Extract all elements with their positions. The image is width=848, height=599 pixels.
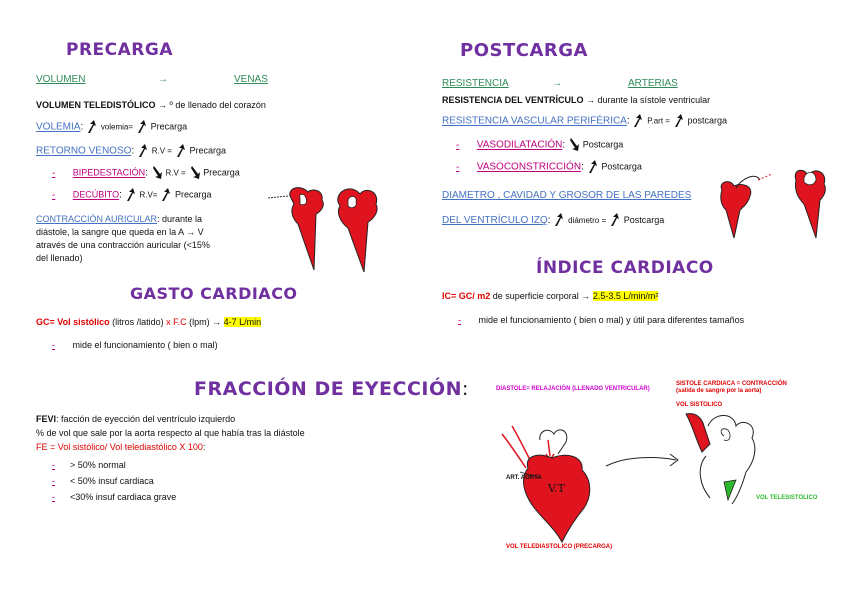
up-arrow-icon xyxy=(632,114,644,128)
diam-mid: diámetro = xyxy=(568,216,607,225)
list-bullet: - xyxy=(52,492,55,502)
ic-note: mide el funcionamiento ( bien o mal) y útil para diferentes tamaños xyxy=(478,315,745,325)
gc-red: GC= Vol sistólico xyxy=(36,317,110,327)
volemia-end: Precarga xyxy=(150,121,188,132)
contr-line1: : durante la xyxy=(157,214,203,224)
rvp-mid: P.art = xyxy=(647,116,670,126)
contraccion-block xyxy=(36,213,210,265)
sistole-label-2: (salida de sangre por la aorta) xyxy=(676,388,762,394)
dec-end: Precarga xyxy=(175,189,212,200)
vtd-rest: → º de llenado del corazón xyxy=(158,100,266,110)
vol-telesistolico-label: VOL TELESISTOLICO xyxy=(756,495,818,501)
fe-formula: FE = Vol sistólico/ Vol telediastólico X 100 xyxy=(36,442,203,452)
list-item-text: < 50% insuf cardiaca xyxy=(70,476,154,486)
up-arrow-icon xyxy=(609,213,621,227)
vt-label: V.T xyxy=(548,482,565,495)
retorno-mid: R.V = xyxy=(151,146,172,156)
fraccion-title-text: FRACCIÓN DE EYECCIÓN xyxy=(194,378,463,400)
contr-label: CONTRACCIÓN AURICULAR xyxy=(36,214,158,224)
diam-line1: DIAMETRO , CAVIDAD Y GROSOR DE LAS PAREDES xyxy=(442,190,692,201)
up-arrow-icon xyxy=(160,188,172,202)
art-aorta-label: ART. AORTA xyxy=(506,475,542,481)
dec-bullet: - xyxy=(52,189,56,201)
vd-end: Postcarga xyxy=(582,139,624,150)
vol-telediastolico-label: VOL TELEDIASTOLICO (PRECARGA) xyxy=(506,544,613,550)
up-arrow-icon xyxy=(673,114,685,128)
list-item xyxy=(52,457,176,473)
postcarga-hearts-illustration xyxy=(712,160,837,240)
retorno-end: Precarga xyxy=(189,145,227,156)
gc-rest: (lpm) → xyxy=(186,317,224,327)
precarga-hearts-illustration xyxy=(268,184,388,274)
bip-label: BIPEDESTACIÓN xyxy=(72,167,146,178)
rv-line xyxy=(442,95,710,105)
precarga-sub-arrow: → xyxy=(158,74,168,85)
list-bullet: - xyxy=(52,460,55,470)
ic-rest: de superficie corporal → xyxy=(490,291,593,301)
rvp-line: RESISTENCIA VASCULAR PERIFÉRICA: P.art = postcarga xyxy=(442,115,728,127)
gc-note: mide el funcionamiento ( bien o mal) xyxy=(72,340,218,350)
up-arrow-icon xyxy=(125,188,137,202)
list-bullet: - xyxy=(52,476,55,486)
vc-bullet: - xyxy=(456,161,460,173)
up-arrow-icon xyxy=(553,213,565,227)
postcarga-title: POSTCARGA xyxy=(460,40,588,61)
precarga-sub-right: VENAS xyxy=(234,74,268,85)
gasto-title: GASTO CARDIACO xyxy=(130,284,298,303)
fraccion-title xyxy=(194,378,469,400)
up-arrow-icon xyxy=(587,160,599,174)
fevi-bold: FEVI xyxy=(36,414,57,424)
up-arrow-icon xyxy=(175,144,187,158)
ic-formula xyxy=(442,291,658,301)
ic-bullet: - xyxy=(458,315,461,325)
postcarga-subtitle xyxy=(442,78,686,89)
down-arrow-icon xyxy=(568,138,580,152)
vol-sistolico-label: VOL SISTOLICO xyxy=(676,402,723,408)
rvp-label: RESISTENCIA VASCULAR PERIFÉRICA xyxy=(442,115,627,127)
gc-formula xyxy=(36,317,261,327)
up-arrow-icon xyxy=(86,120,98,134)
vd-bullet: - xyxy=(456,139,460,151)
diam-end: Postcarga xyxy=(623,215,665,225)
fe-end: : xyxy=(202,442,206,452)
postcarga-sub-right: ARTERIAS xyxy=(628,78,678,89)
retorno-line: RETORNO VENOSO: R.V = Precarga xyxy=(36,145,227,157)
dec-label: DECÚBITO xyxy=(72,189,120,200)
vasoconstriccion-line: - VASOCONSTRICCIÓN: Postcarga xyxy=(456,161,642,173)
down-arrow-icon xyxy=(151,166,163,180)
list-item xyxy=(52,473,176,489)
gc-mid: (litros /latido) xyxy=(109,317,167,327)
fe-list xyxy=(52,457,176,505)
contr-line4: del llenado) xyxy=(36,253,83,263)
ejection-diagram xyxy=(496,396,838,546)
contr-line3: através de una contracción auricular (<15% xyxy=(36,240,210,250)
sistole-label-1: SISTOLE CARDIACA = CONTRACCIÓN xyxy=(676,381,787,387)
postcarga-sub-arrow: → xyxy=(552,78,562,89)
diastole-label: DIASTOLE= RELAJACIÓN (LLENADO VENTRICULAR) xyxy=(496,386,650,392)
decubito-line: - DECÚBITO: R.V= Precarga xyxy=(52,189,212,201)
dec-mid: R.V= xyxy=(139,190,158,200)
vtd-line xyxy=(36,100,266,110)
ic-highlight: 2.5-3.5 L/min/m² xyxy=(592,291,659,301)
rv-bold: RESISTENCIA DEL VENTRÍCULO xyxy=(442,95,584,105)
rvp-end: postcarga xyxy=(687,115,728,126)
vd-label: VASODILATACIÓN xyxy=(476,139,563,151)
indice-title: ÍNDICE CARDIACO xyxy=(536,258,714,278)
bip-mid: R.V = xyxy=(165,168,186,178)
list-item-text: <30% insuf cardiaca grave xyxy=(70,492,177,502)
gc-fc: x F.C xyxy=(166,317,187,327)
up-arrow-icon xyxy=(136,120,148,134)
postcarga-sub-left: RESISTENCIA xyxy=(442,78,509,89)
fraccion-title-suffix: : xyxy=(462,378,469,400)
bip-bullet: - xyxy=(52,167,56,179)
fevi-block xyxy=(36,412,305,454)
precarga-title: PRECARGA xyxy=(66,40,173,60)
gc-note-line xyxy=(52,340,218,350)
volemia-mid: volemia= xyxy=(100,122,134,132)
up-arrow-icon xyxy=(137,144,149,158)
bip-end: Precarga xyxy=(203,167,240,178)
gc-bullet: - xyxy=(52,340,55,350)
list-item xyxy=(52,489,176,505)
gc-highlight: 4-7 L/min xyxy=(223,317,262,327)
vtd-bold: VOLUMEN TELEDISTÓLICO xyxy=(36,100,156,110)
down-arrow-icon xyxy=(189,166,201,180)
vc-end: Postcarga xyxy=(601,161,642,172)
bipedestacion-line: - BIPEDESTACIÓN: R.V = Precarga xyxy=(52,167,240,179)
diametro-block: DIAMETRO , CAVIDAD Y GROSOR DE LAS PAREDES DEL VENTRÍCULO IZQ: diámetro = Postcarga xyxy=(442,184,691,233)
diam-line2: DEL VENTRÍCULO IZQ xyxy=(442,215,548,226)
sistole-label xyxy=(676,381,787,395)
fevi-rest: : facción de eyección del ventrículo izquierdo xyxy=(56,414,236,424)
volemia-line: VOLEMIA: volemia= Precarga xyxy=(36,121,188,133)
retorno-label: RETORNO VENOSO xyxy=(36,145,132,157)
fevi-line2: % de vol que sale por la aorta respecto al que había tras la diástole xyxy=(36,428,305,438)
rv-rest: → durante la sístole ventricular xyxy=(586,95,711,105)
vasodilatacion-line: - VASODILATACIÓN: Postcarga xyxy=(456,139,624,151)
precarga-subtitle xyxy=(36,74,274,85)
vc-label: VASOCONSTRICCIÓN xyxy=(476,161,582,173)
list-item-text: > 50% normal xyxy=(70,460,126,470)
volemia-label: VOLEMIA xyxy=(36,121,81,133)
ic-note-line xyxy=(458,315,744,325)
ic-red: IC= GC/ m2 xyxy=(442,291,491,301)
contr-line2: diástole, la sangre que queda en la A → V xyxy=(36,227,204,237)
precarga-sub-left: VOLUMEN xyxy=(36,74,86,85)
